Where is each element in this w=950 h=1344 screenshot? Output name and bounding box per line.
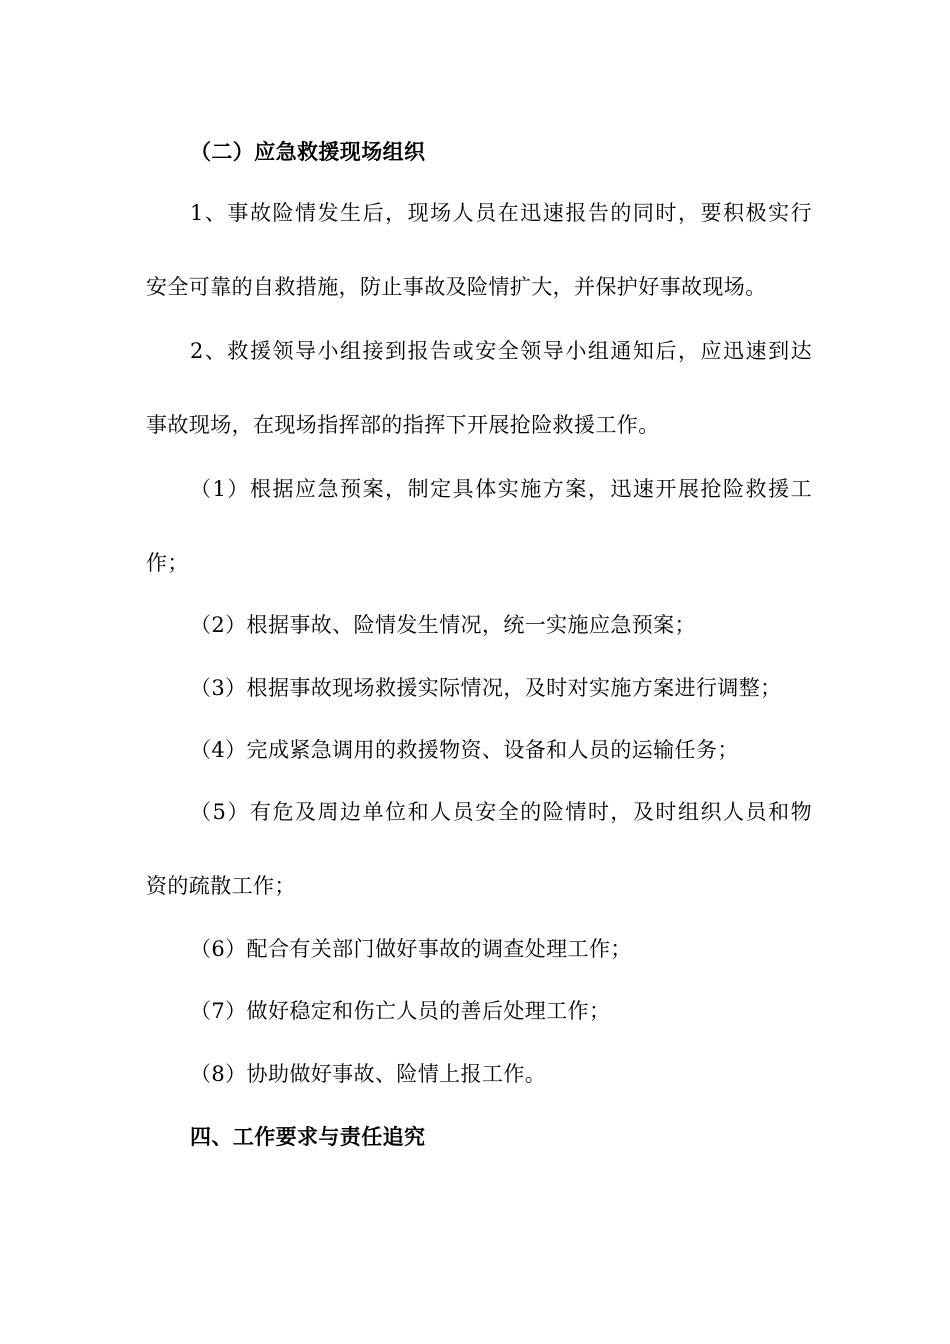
list-item-6: （6）配合有关部门做好事故的调查处理工作； <box>190 937 632 961</box>
list-item-7: （7）做好稳定和伤亡人员的善后处理工作； <box>190 999 611 1023</box>
paragraph-1-line-1: 1、事故险情发生后，现场人员在迅速报告的同时，要积极实行 <box>190 201 812 225</box>
chapter-heading: 四、工作要求与责任追究 <box>190 1125 426 1149</box>
paragraph-2-line-2: 事故现场，在现场指挥部的指挥下开展抢险救援工作。 <box>146 413 660 437</box>
list-item-2: （2）根据事故、险情发生情况，统一实施应急预案； <box>190 613 696 637</box>
list-item-4: （4）完成紧急调用的救援物资、设备和人员的运输任务； <box>190 738 739 762</box>
list-item-3: （3）根据事故现场救援实际情况，及时对实施方案进行调整； <box>190 676 782 700</box>
list-item-5-line-2: 资的疏散工作； <box>146 874 296 898</box>
paragraph-2-line-1: 2、救援领导小组接到报告或安全领导小组通知后，应迅速到达 <box>190 339 812 363</box>
paragraph-1-line-2: 安全可靠的自救措施，防止事故及险情扩大，并保护好事故现场。 <box>146 275 767 299</box>
list-item-5-line-1: （5）有危及周边单位和人员安全的险情时，及时组织人员和物 <box>190 800 812 824</box>
section-heading: （二）应急救援现场组织 <box>190 140 426 164</box>
list-item-1-line-1: （1）根据应急预案，制定具体实施方案，迅速开展抢险救援工 <box>190 477 812 501</box>
list-item-8: （8）协助做好事故、险情上报工作。 <box>190 1062 547 1086</box>
list-item-1-line-2: 作； <box>146 551 189 575</box>
